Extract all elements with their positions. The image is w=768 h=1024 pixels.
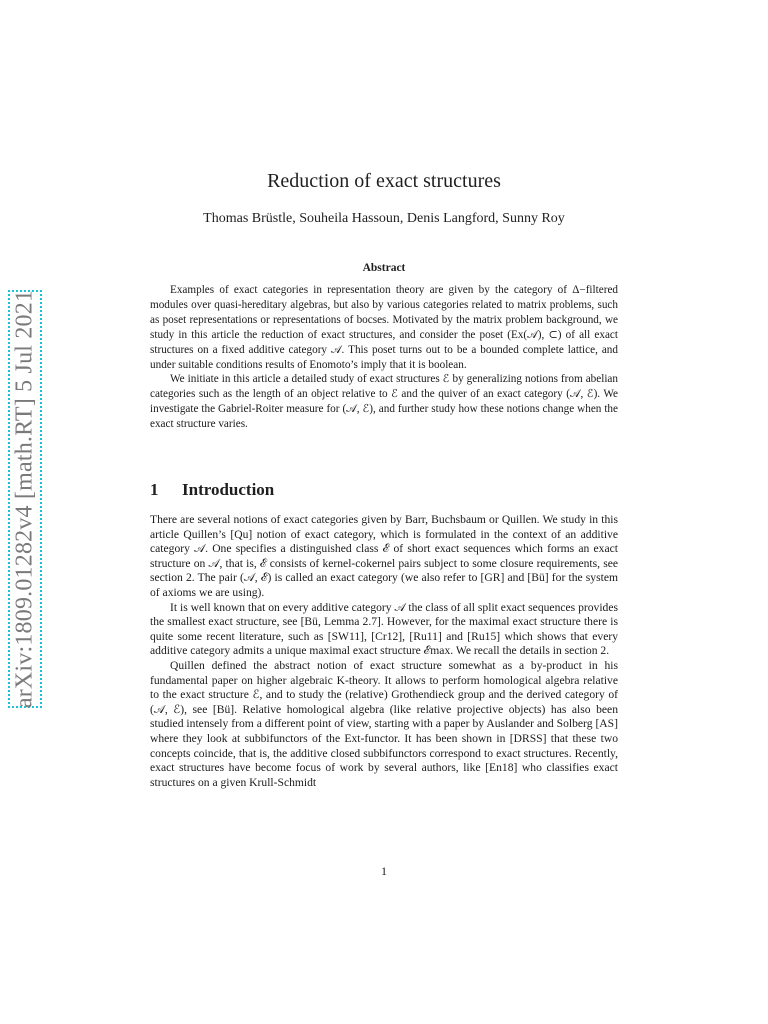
section-number: 1	[150, 480, 159, 499]
body-paragraph: It is well known that on every additive category 𝒜 the class of all split exact sequences provides the smallest exact structure, see [Bü, Lemma 2.7]. However, for the maximal exact structure there is quite some recent literature, such as [SW11], [Cr12], [Ru11] and [Ru15] which shows that every additive category admits a unique maximal exact structure ℰmax. We recall the details in section 2.	[150, 600, 618, 658]
paper-title: Reduction of exact structures	[267, 170, 501, 192]
arxiv-margin-stamp	[8, 290, 42, 708]
abstract-paragraph: Examples of exact categories in representation theory are given by the category of Δ−filtered modules over quasi-hereditary algebras, but also by various categories related to matrix problems, such as poset representations or representations of bocses. Motivated by the matrix problem background, we study in this article the reduction of exact structures, and consider the poset (Ex(𝒜), ⊂) of all exact structures on a fixed additive category 𝒜. This poset turns out to be a bounded complete lattice, and under suitable conditions results of Enomoto’s imply that it is boolean.	[150, 284, 618, 371]
arxiv-identifier: arXiv:1809.01282v4 [math.RT] 5 Jul 2021	[11, 289, 38, 709]
section-body	[150, 513, 618, 790]
abstract-heading: Abstract	[362, 262, 406, 274]
abstract-body	[150, 283, 618, 432]
section-title: Introduction	[182, 480, 275, 499]
abstract-paragraph: We initiate in this article a detailed study of exact structures ℰ by generalizing notions from abelian categories such as the length of an object relative to ℰ and the quiver of an exact category (𝒜, ℰ). We investigate the Gabriel-Roiter measure for (𝒜, ℰ), and further study how these notions change when the exact structure varies.	[150, 373, 618, 431]
page-number: 1	[381, 864, 387, 878]
body-paragraph: There are several notions of exact categories given by Barr, Buchsbaum or Quillen. We study in this article Quillen’s [Qu] notion of exact category, which is formulated in the context of an additive category 𝒜. One specifies a distinguished class ℰ of short exact sequences which forms an exact structure on 𝒜, that is, ℰ consists of kernel-cokernel pairs subject to some closure requirements, see section 2. The pair (𝒜, ℰ) is called an exact category (we also refer to [GR] and [Bü] for the system of axioms we are using).	[150, 513, 618, 599]
author-list: Thomas Brüstle, Souheila Hassoun, Denis Langford, Sunny Roy	[203, 211, 565, 226]
section-heading	[150, 480, 274, 500]
body-paragraph: Quillen defined the abstract notion of exact structure somewhat as a by-product in his fundamental paper on higher algebraic K-theory. It allows to perform homological algebra relative to the exact structure ℰ, and to study the (relative) Grothendieck group and the derived category of (𝒜, ℰ), see [Bü]. Relative homological algebra (like relative projective objects) has also been studied intensely from a different point of view, starting with a paper by Auslander and Solberg [AS] where they look at subbifunctors of the Ext-functor. It has been shown in [DRSS] that these two concepts coincide, that is, the additive closed subbifunctors correspond to exact structures. Recently, exact structures have become focus of work by several authors, like [En18] who classifies exact structures on a given Krull-Schmidt	[150, 658, 618, 789]
